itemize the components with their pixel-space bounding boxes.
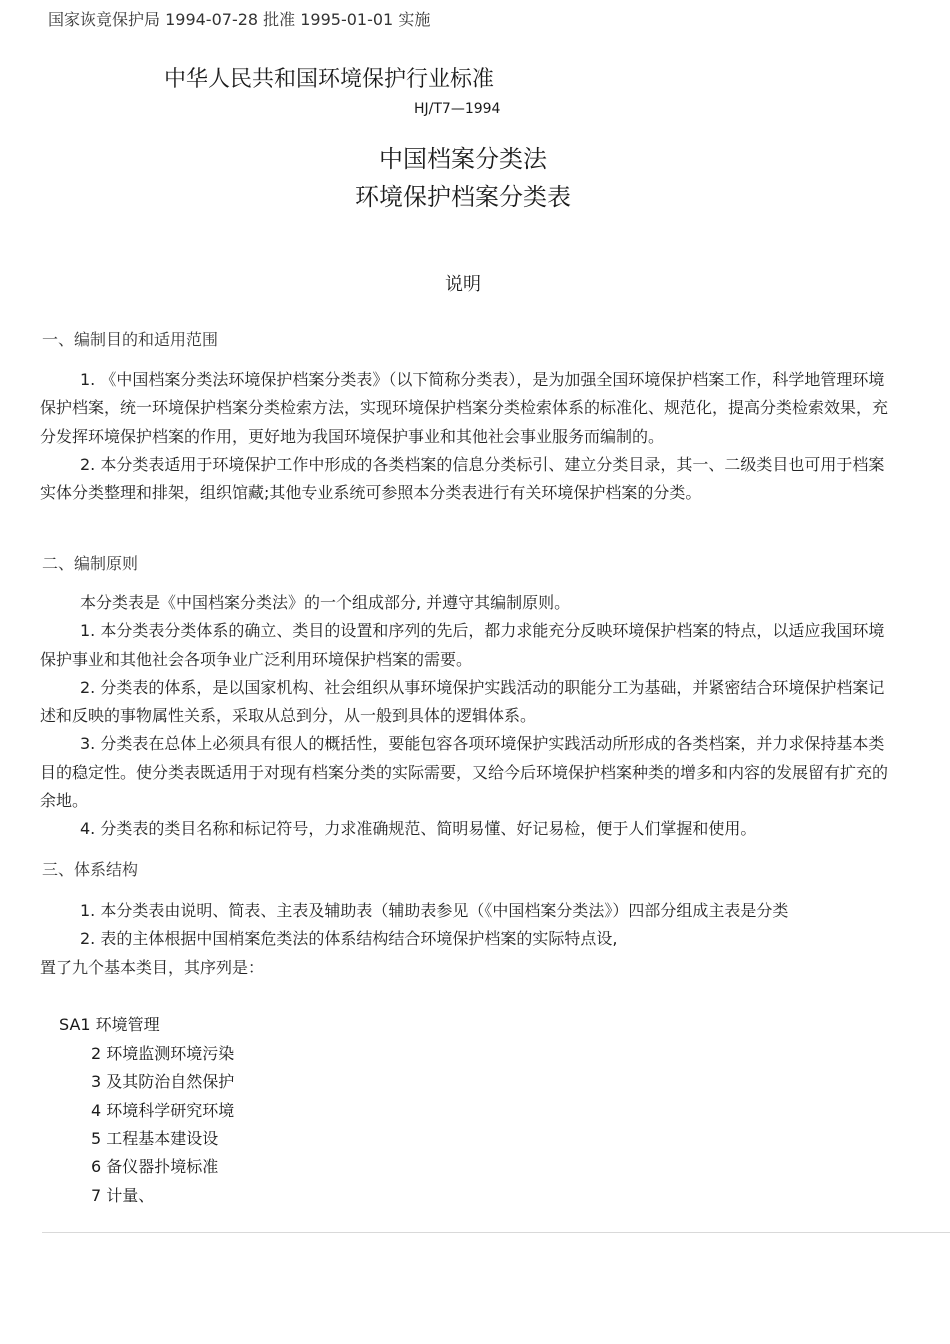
section2-paragraph-2: 2. 分类表的体系，是以国家机构、社会组织从事环境保护实践活动的职能分工为基础，并紧密结合环境保护档案记述和反映的事物属性关系，采取从总到分，从一般到具体的逻辑体系。 (40, 677, 885, 726)
section2-paragraph-4: 4. 分类表的类目名称和标记符号，力求准确规范、简明易懂、好记易检，便于人们掌握和使用。 (80, 819, 757, 839)
category-item-1: SA1 环境管理 (59, 1015, 160, 1034)
approval-line: 国家诙竟保护局 1994-07-28 批准 1995-01-01 实施 (48, 10, 431, 29)
standard-title: 中华人民共和国环境保护行业标准 (164, 67, 495, 92)
section2-paragraph-3: 3. 分类表在总体上必须具有很人的概括性，要能包容各项环境保护实践活动所形成的各类档案，并力求保持基本类目的稳定性。使分类表既适用于对现有档案分类的实际需要，又给今后环境保护档案种类的增多和内容的发展留有扩充的余地。 (40, 734, 889, 811)
section2-paragraph-0: 本分类表是《中国档案分类法》的一个组成部分, 并遵守其编制原则。 (80, 593, 571, 612)
standard-code: HJ/T7—1994 (414, 101, 501, 117)
section3-paragraph-1: 1. 本分类表由说明、简表、主表及辅助表（辅助表参见（《中国档案分类法》）四部分组成主表是分类 (80, 901, 789, 920)
category-item-3: 3 及其防治自然保护 (91, 1072, 235, 1091)
section3-paragraph-2: 2. 表的主体根据中国梢案危类法的体系结构结合环境保护档案的实际特点设, (80, 929, 618, 949)
main-title-line2: 环境保护档案分类表 (355, 183, 571, 211)
category-item-6: 6 备仪器扑境标准 (91, 1157, 219, 1176)
category-item-4: 4 环境科学研究环境 (91, 1101, 235, 1120)
category-item-5: 5 工程基本建设设 (91, 1129, 219, 1148)
category-item-2: 2 环境监测环境污染 (91, 1044, 235, 1063)
section3-heading: 三、体系结构 (42, 860, 139, 879)
section2-body (40, 589, 890, 844)
section3-body (40, 897, 890, 982)
section1-paragraph-1: 1. 《中国档案分类法环境保护档案分类表》（以下简称分类表），是为加强全国环境保护档案工作，科学地管理环境保护档案，统一环境保护档案分类检索方法，实现环境保护档案分类检索体系的标准化、规范化，提高分类检索效果，充分发挥环境保护档案的作用，更好地为我国环境保护事业和其他社会事业服务而编制的。 (40, 370, 889, 446)
section1-heading: 一、编制目的和适用范围 (42, 330, 219, 349)
section1-paragraph-2: 2. 本分类表适用于环境保护工作中形成的各类档案的信息分类标引、建立分类目录，其一、二级类目也可用于档案实体分类整理和排架，组织馆藏;其他专业系统可参照本分类表进行有关环境保护档案的分类。 (40, 454, 885, 503)
section2-paragraph-1: 1. 本分类表分类体系的确立、类目的设置和序列的先后，都力求能充分反映环境保护档案的特点，以适应我国环境保护事业和其他社会各项争业广泛利用环境保护档案的需要。 (40, 621, 885, 669)
section1-body (40, 366, 890, 507)
section2-heading: 二、编制原则 (42, 554, 139, 573)
section3-continuation: 置了九个基本类目，其序列是： (40, 957, 265, 977)
category-item-7: 7 计量、 (91, 1186, 155, 1205)
page-divider (42, 1232, 950, 1233)
main-title-line1: 中国档案分类法 (379, 145, 547, 173)
intro-title: 说明 (445, 274, 481, 295)
